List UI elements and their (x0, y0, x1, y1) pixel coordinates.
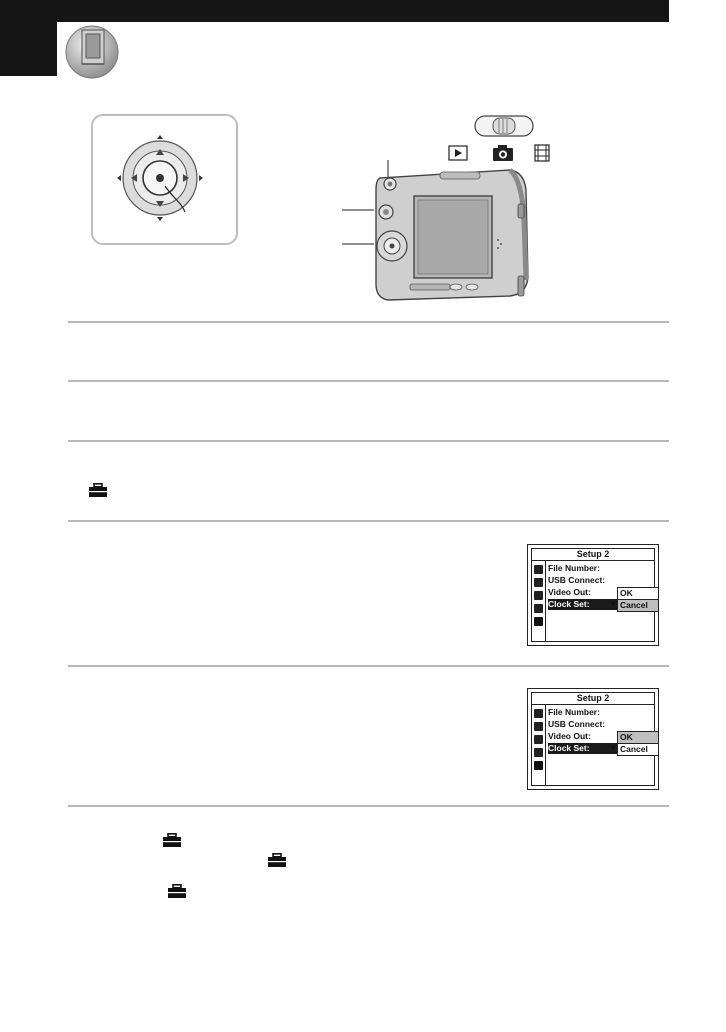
camera-tab-icon (534, 722, 543, 731)
lcd-tab-column (532, 705, 546, 785)
lcd-row-video-out: Video Out: (548, 731, 591, 741)
lcd-option-list (617, 587, 659, 612)
setup-chapter-icon (64, 24, 120, 80)
header-side-tab (0, 0, 57, 76)
memory-tab-icon (534, 735, 543, 744)
section-rule-1 (68, 321, 669, 323)
lcd-frame (531, 692, 655, 786)
lcd-option-cancel: Cancel (620, 744, 648, 754)
lcd-option-ok: OK (618, 588, 658, 600)
lcd-row-file-number: File Number: (548, 563, 600, 573)
left-arrow-icon: ◀ (610, 745, 615, 751)
header-bar (0, 0, 669, 22)
lcd-row-usb-connect: USB Connect: (548, 575, 606, 585)
setup1-tab-icon (534, 748, 543, 757)
setup2-tab-icon (534, 761, 543, 770)
section-rule-5 (68, 665, 669, 667)
control-button-dial-icon (93, 116, 236, 243)
setup-toolbox-icon (89, 483, 107, 497)
lcd-option-ok: OK (618, 732, 658, 744)
lcd-frame (531, 548, 655, 642)
control-dial-panel (91, 114, 238, 245)
lcd-title: Setup 2 (532, 549, 654, 561)
memory-tab-icon (534, 591, 543, 600)
setup-toolbox-icon (168, 884, 186, 898)
lcd-title: Setup 2 (532, 693, 654, 705)
lcd-row-clock-set: Clock Set: (548, 599, 618, 610)
lcd-row-clock-set: Clock Set: (548, 743, 618, 754)
lcd-tab-column (532, 561, 546, 641)
lcd-option-list (617, 731, 659, 756)
section-rule-3 (68, 440, 669, 442)
setup-toolbox-icon (163, 833, 181, 847)
section-rule-4 (68, 520, 669, 522)
camera-tab-icon (534, 709, 543, 718)
lcd-setup-screen-2 (527, 688, 659, 790)
left-arrow-icon: ◀ (610, 601, 615, 607)
camera-tab-icon (534, 565, 543, 574)
setup-toolbox-icon (268, 853, 286, 867)
setup1-tab-icon (534, 604, 543, 613)
section-rule-6 (68, 805, 669, 807)
lcd-setup-screen-1 (527, 544, 659, 646)
lcd-option-cancel: Cancel (618, 600, 658, 611)
lcd-row-video-out: Video Out: (548, 587, 591, 597)
camera-tab-icon (534, 578, 543, 587)
section-rule-2 (68, 380, 669, 382)
setup2-tab-icon (534, 617, 543, 626)
lcd-row-usb-connect: USB Connect: (548, 719, 606, 729)
camera-back-illustration (340, 160, 540, 308)
lcd-row-file-number: File Number: (548, 707, 600, 717)
